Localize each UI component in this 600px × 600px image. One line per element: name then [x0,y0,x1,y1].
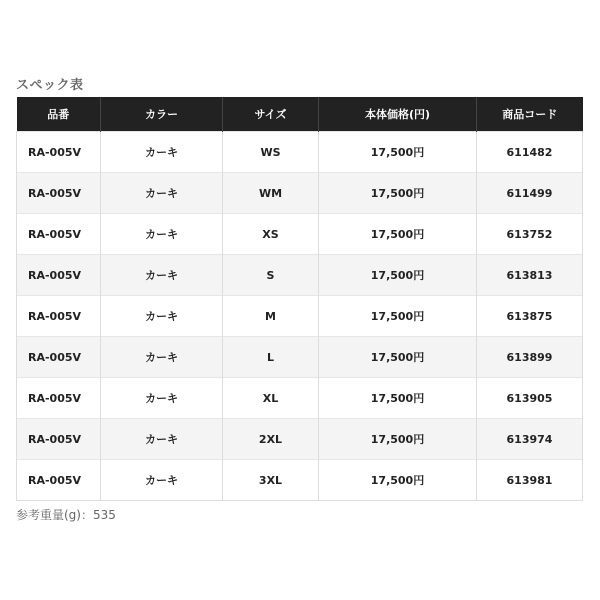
cell-price: 17,500円 [319,337,477,378]
cell-price: 17,500円 [319,214,477,255]
cell-size: M [223,296,319,337]
cell-size: L [223,337,319,378]
cell-product-code: 613813 [477,255,583,296]
table-row [17,296,583,337]
cell-size: XS [223,214,319,255]
cell-part-number: RA-005V [17,214,101,255]
spec-table [16,97,583,501]
cell-size: WS [223,132,319,173]
cell-price: 17,500円 [319,419,477,460]
column-header-size: サイズ [223,97,319,132]
cell-product-code: 611499 [477,173,583,214]
table-row [17,419,583,460]
table-header-row [17,97,583,132]
cell-part-number: RA-005V [17,419,101,460]
cell-color: カーキ [101,214,223,255]
cell-product-code: 613899 [477,337,583,378]
column-header-color: カラー [101,97,223,132]
cell-part-number: RA-005V [17,337,101,378]
cell-size: S [223,255,319,296]
reference-weight: 参考重量(g)：535 [16,508,116,522]
cell-product-code: 613981 [477,460,583,501]
cell-part-number: RA-005V [17,460,101,501]
table-row [17,255,583,296]
cell-part-number: RA-005V [17,296,101,337]
cell-price: 17,500円 [319,296,477,337]
cell-price: 17,500円 [319,173,477,214]
section-title: スペック表 [16,78,84,93]
cell-product-code: 611482 [477,132,583,173]
cell-price: 17,500円 [319,132,477,173]
cell-part-number: RA-005V [17,173,101,214]
cell-price: 17,500円 [319,460,477,501]
cell-color: カーキ [101,337,223,378]
cell-part-number: RA-005V [17,378,101,419]
table-row [17,173,583,214]
column-header-product-code: 商品コード [477,97,583,132]
cell-color: カーキ [101,255,223,296]
table-row [17,132,583,173]
cell-color: カーキ [101,419,223,460]
cell-color: カーキ [101,132,223,173]
cell-product-code: 613875 [477,296,583,337]
cell-size: 2XL [223,419,319,460]
cell-part-number: RA-005V [17,132,101,173]
cell-size: XL [223,378,319,419]
cell-color: カーキ [101,378,223,419]
cell-color: カーキ [101,460,223,501]
table-row [17,460,583,501]
cell-product-code: 613974 [477,419,583,460]
cell-part-number: RA-005V [17,255,101,296]
table-body [17,132,583,501]
table-row [17,337,583,378]
column-header-price: 本体価格(円) [319,97,477,132]
cell-color: カーキ [101,296,223,337]
cell-color: カーキ [101,173,223,214]
column-header-part-number: 品番 [17,97,101,132]
cell-product-code: 613905 [477,378,583,419]
table-row [17,214,583,255]
cell-price: 17,500円 [319,378,477,419]
cell-price: 17,500円 [319,255,477,296]
table-row [17,378,583,419]
cell-size: 3XL [223,460,319,501]
cell-product-code: 613752 [477,214,583,255]
cell-size: WM [223,173,319,214]
